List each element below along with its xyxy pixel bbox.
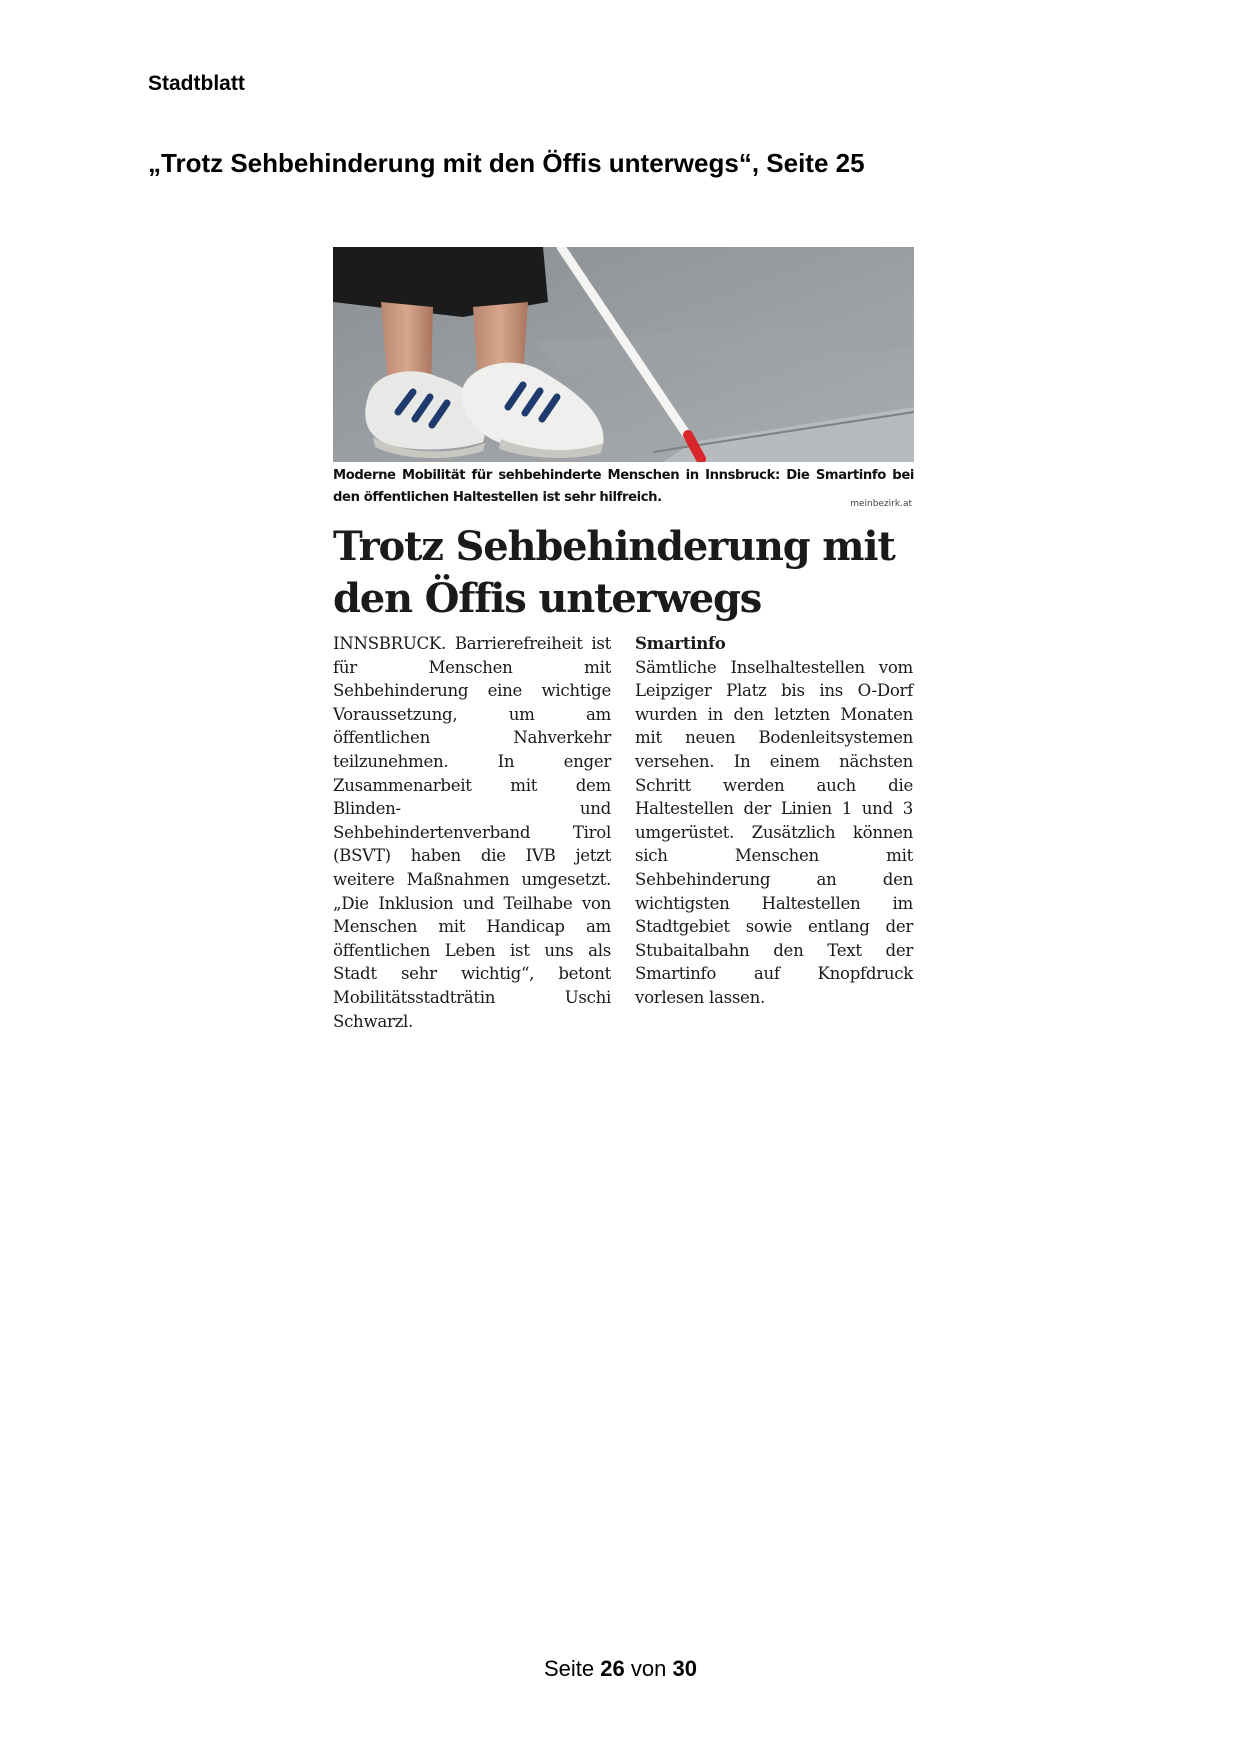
footer-middle: von bbox=[630, 1656, 667, 1681]
newspaper-clipping bbox=[333, 247, 914, 1031]
footer-prefix: Seite bbox=[544, 1656, 595, 1681]
article-subhead: Smartinfo bbox=[635, 633, 726, 653]
article-headline: Trotz Sehbehinderung mit den Öffis unterwegs bbox=[333, 523, 895, 622]
article-column-right-text: Sämtliche Inselhaltestellen vom Leipziger Platz bis ins O-Dorf wurden in den letzten Monaten mit neuen Bodenleitsystemen versehen. In einem nächsten Schritt werden auch die Haltestellen der Linien 1 und 3 umgerüstet. Zusätzlich können sich Menschen mit Sehbehinderung an den wichtigsten Haltestellen im Stadtgebiet sowie entlang der Stubaitalbahn den Text der Smartinfo auf Knopfdruck vorlesen lassen. bbox=[635, 657, 913, 1007]
photo-caption: Moderne Mobilität für sehbehinderte Menschen in Innsbruck: Die Smartinfo bei den öffentlichen Haltestellen ist sehr hilfreich. bbox=[333, 468, 914, 505]
article-photo bbox=[333, 247, 914, 462]
footer-page-total: 30 bbox=[672, 1656, 697, 1681]
page-footer bbox=[0, 1656, 1241, 1682]
source-name: Stadtblatt bbox=[148, 72, 245, 95]
photo-credit: meinbezirk.at bbox=[850, 499, 912, 509]
article-column-left: INNSBRUCK. Barrierefreiheit ist für Menschen mit Sehbehinderung eine wichtige Voraussetzung, um am öffentlichen Nahverkehr teilzunehmen. In enger Zusammenarbeit mit dem Blinden- und Sehbehindertenverband Tirol (BSVT) haben die IVB jetzt weitere Maßnahmen umgesetzt. „Die Inklusion und Teilhabe von Menschen mit Handicap am öffentlichen Leben ist uns als Stadt sehr wichtig“, betont Mobilitätsstadträtin Uschi Schwarzl. bbox=[333, 634, 611, 1031]
document-heading: „Trotz Sehbehinderung mit den Öffis unterwegs“, Seite 25 bbox=[148, 148, 865, 178]
article-column-right bbox=[635, 632, 913, 1010]
footer-page-number: 26 bbox=[600, 1656, 625, 1681]
